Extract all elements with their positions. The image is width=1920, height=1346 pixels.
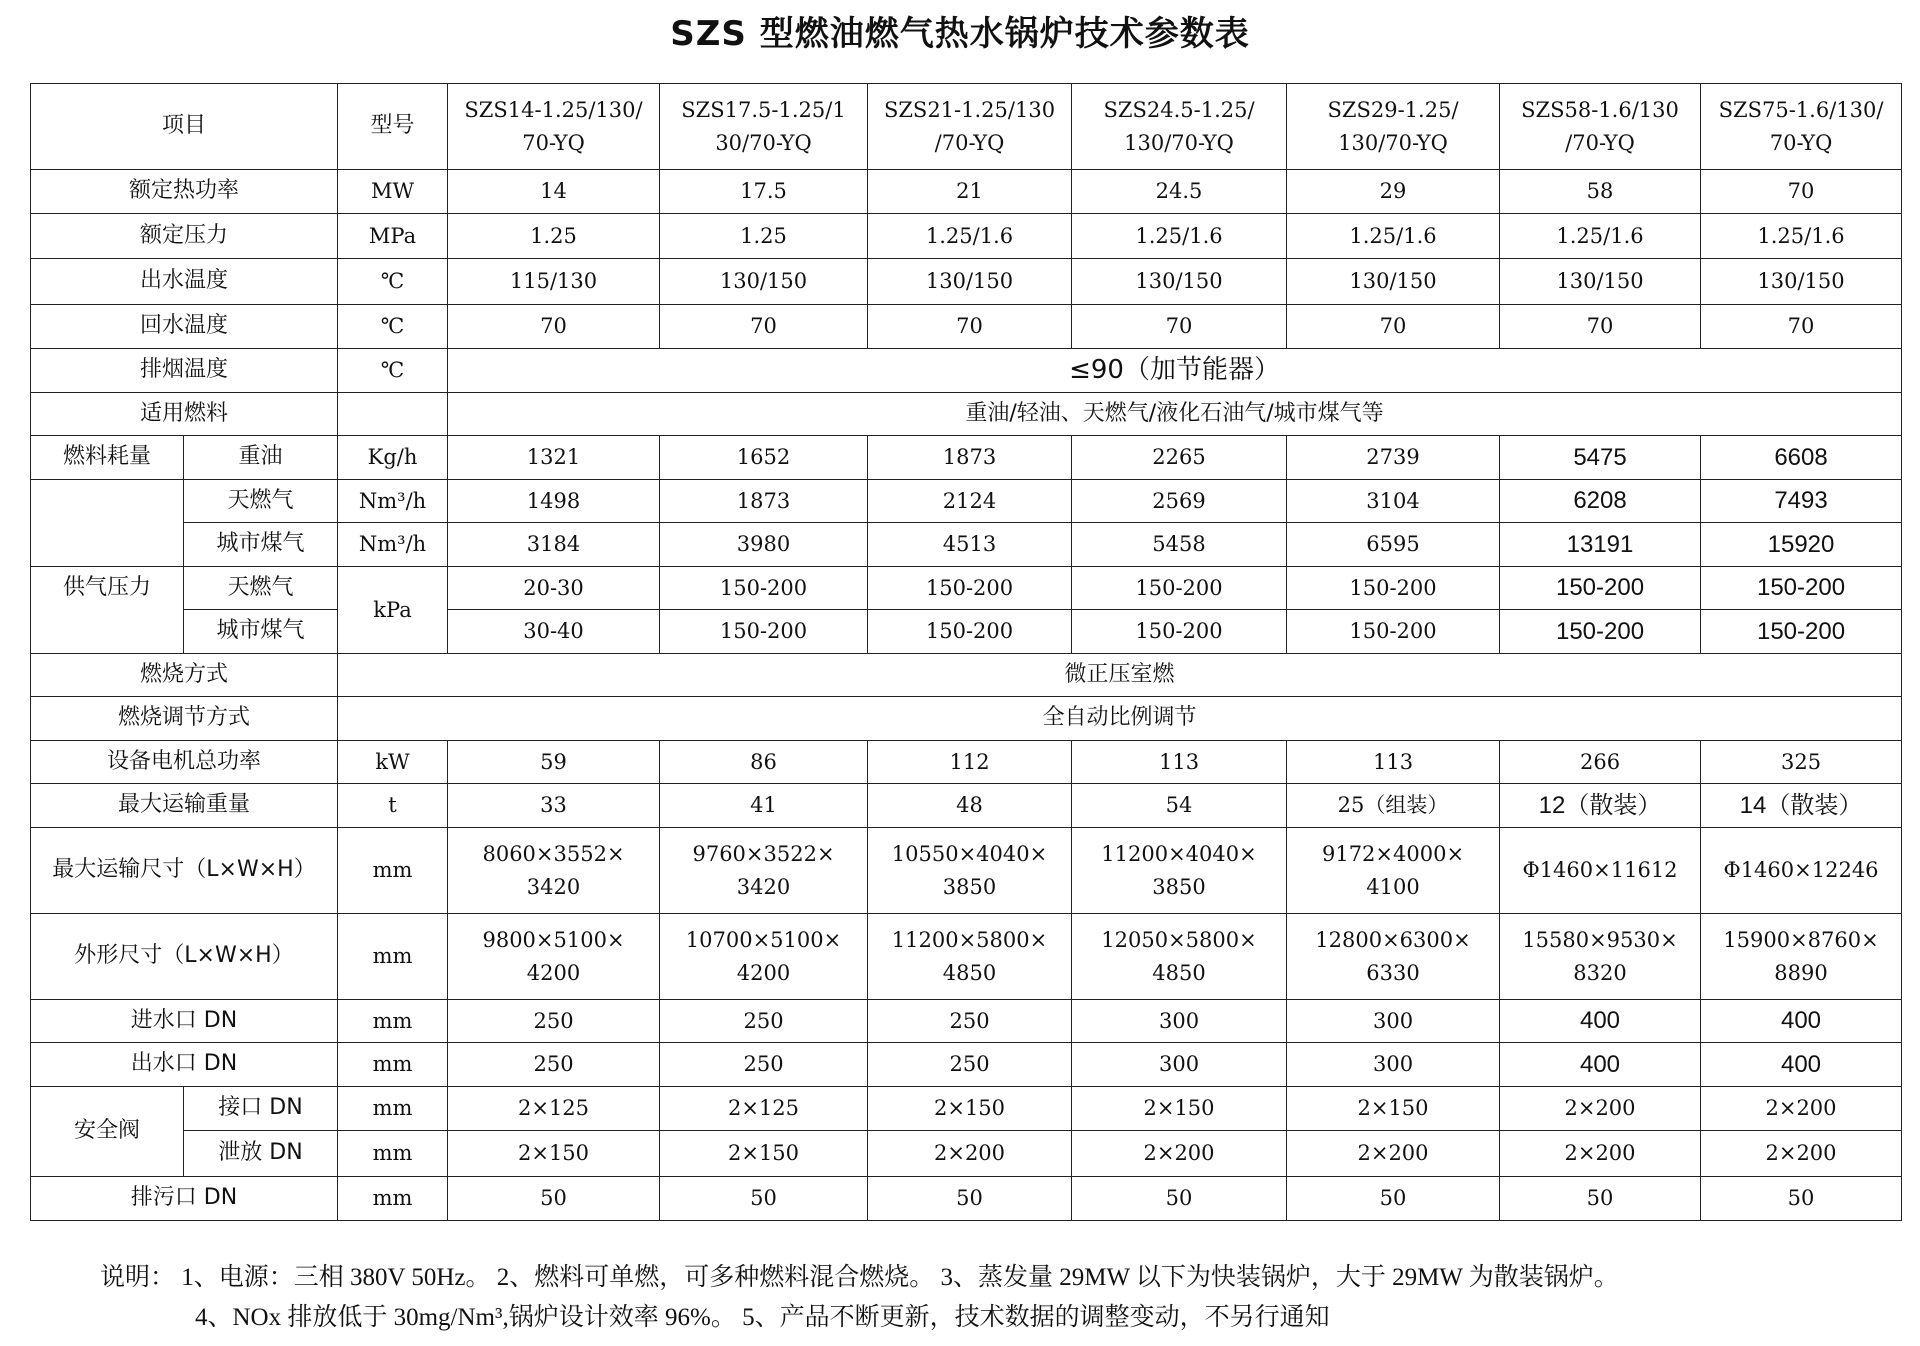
merged-value-cell: 全自动比例调节 (338, 697, 1902, 741)
value-cell: 70 (1701, 305, 1902, 349)
value-cell: 2×150 (1287, 1087, 1500, 1131)
row-unit: Nm³/h (338, 480, 448, 523)
value-cell: 2×200 (1072, 1131, 1287, 1177)
value-cell: 9800×5100× 4200 (448, 914, 660, 1000)
value-cell: 150-200 (1500, 610, 1701, 654)
value-cell: 70 (1072, 305, 1287, 349)
sub-label: 重油 (184, 436, 338, 480)
row-unit: ℃ (338, 305, 448, 349)
value-cell: 150-200 (868, 567, 1072, 610)
value-cell: 150-200 (1701, 610, 1902, 654)
value-cell: 50 (660, 1177, 868, 1221)
value-cell: 2×125 (660, 1087, 868, 1131)
value-cell: 70 (1287, 305, 1500, 349)
table-row (31, 654, 1902, 697)
value-cell: 86 (660, 741, 868, 784)
value-cell: 2×150 (448, 1131, 660, 1177)
value-cell: 115/130 (448, 259, 660, 305)
value-cell: 17.5 (660, 170, 868, 214)
value-cell: 150-200 (1287, 567, 1500, 610)
value-cell: 2×200 (1500, 1087, 1701, 1131)
merged-value-cell: 微正压室燃 (338, 654, 1902, 697)
value-cell: 150-200 (1500, 567, 1701, 610)
sub-label: 城市煤气 (184, 523, 338, 567)
value-cell: 250 (448, 1000, 660, 1043)
table-row (31, 523, 1902, 567)
table-row (31, 741, 1902, 784)
value-cell: 250 (660, 1043, 868, 1087)
value-cell: 10700×5100× 4200 (660, 914, 868, 1000)
row-label: 排烟温度 (31, 349, 338, 393)
document-title: SZS 型燃油燃气热水锅炉技术参数表 (670, 14, 1250, 54)
model-cell: SZS21-1.25/130 /70-YQ (868, 84, 1072, 170)
value-cell: 9760×3522× 3420 (660, 828, 868, 914)
value-cell: 2×150 (1072, 1087, 1287, 1131)
table-row (31, 480, 1902, 523)
row-unit: MW (338, 170, 448, 214)
row-label: 外形尺寸（L×W×H） (31, 914, 338, 1000)
value-cell: 3980 (660, 523, 868, 567)
value-cell: 1873 (660, 480, 868, 523)
model-cell: SZS75-1.6/130/ 70-YQ (1701, 84, 1902, 170)
sub-label: 天燃气 (184, 480, 338, 523)
row-label: 额定压力 (31, 214, 338, 259)
row-label: 适用燃料 (31, 393, 338, 436)
value-cell: 300 (1287, 1000, 1500, 1043)
table-row (31, 1131, 1902, 1177)
row-unit: MPa (338, 214, 448, 259)
value-cell: 1498 (448, 480, 660, 523)
notes (100, 1258, 1900, 1338)
value-cell: 150-200 (660, 610, 868, 654)
value-cell: 2×200 (1500, 1131, 1701, 1177)
value-cell: 70 (660, 305, 868, 349)
row-label: 进水口 DN (31, 1000, 338, 1043)
value-cell: 2×125 (448, 1087, 660, 1131)
notes-line-1: 说明： 1、电源：三相 380V 50Hz。 2、燃料可单燃，可多种燃料混合燃烧。 3、蒸发量 29MW 以下为快装锅炉，大于 29MW 为散装锅炉。 (100, 1264, 1619, 1291)
value-cell: 250 (868, 1000, 1072, 1043)
table-row (31, 828, 1902, 914)
value-cell: 6595 (1287, 523, 1500, 567)
value-cell: 300 (1287, 1043, 1500, 1087)
value-cell: 150-200 (1072, 610, 1287, 654)
value-cell: 400 (1500, 1000, 1701, 1043)
value-cell: 11200×4040× 3850 (1072, 828, 1287, 914)
value-cell: 1.25/1.6 (1072, 214, 1287, 259)
row-unit: mm (338, 828, 448, 914)
value-cell: 15920 (1701, 523, 1902, 567)
value-cell: 25（组装） (1287, 784, 1500, 828)
value-cell: 6208 (1500, 480, 1701, 523)
value-cell: 21 (868, 170, 1072, 214)
group-label: 燃料耗量 (31, 436, 184, 480)
value-cell: 300 (1072, 1000, 1287, 1043)
value-cell: 8060×3552× 3420 (448, 828, 660, 914)
group-label-empty (31, 610, 184, 654)
value-cell: 2×200 (1287, 1131, 1500, 1177)
row-label: 设备电机总功率 (31, 741, 338, 784)
value-cell: 15580×9530× 8320 (1500, 914, 1701, 1000)
value-cell: 12050×5800× 4850 (1072, 914, 1287, 1000)
value-cell: 130/150 (1287, 259, 1500, 305)
value-cell: 50 (1287, 1177, 1500, 1221)
sub-label: 泄放 DN (184, 1131, 338, 1177)
value-cell: 2×200 (1701, 1087, 1902, 1131)
sub-label: 天燃气 (184, 567, 338, 610)
value-cell: 70 (1701, 170, 1902, 214)
value-cell: 1.25/1.6 (1500, 214, 1701, 259)
value-cell: 250 (448, 1043, 660, 1087)
value-cell: 50 (448, 1177, 660, 1221)
value-cell: 13191 (1500, 523, 1701, 567)
value-cell: 5475 (1500, 436, 1701, 480)
table-row (31, 436, 1902, 480)
row-unit: Kg/h (338, 436, 448, 480)
value-cell: 14 (448, 170, 660, 214)
value-cell: 130/150 (868, 259, 1072, 305)
table-row (31, 214, 1902, 259)
value-cell: 50 (868, 1177, 1072, 1221)
table-row (31, 170, 1902, 214)
value-cell: 5458 (1072, 523, 1287, 567)
value-cell: 325 (1701, 741, 1902, 784)
notes-line-2: 4、NOx 排放低于 30mg/Nm³,锅炉设计效率 96%。 5、产品不断更新，技术数据的调整变动，不另行通知 (195, 1304, 1330, 1331)
value-cell: 58 (1500, 170, 1701, 214)
row-unit-empty (338, 393, 448, 436)
model-cell: SZS29-1.25/ 130/70-YQ (1287, 84, 1500, 170)
row-unit: t (338, 784, 448, 828)
value-cell: 2×150 (660, 1131, 868, 1177)
value-cell: 1.25 (660, 214, 868, 259)
value-cell: 2×150 (868, 1087, 1072, 1131)
header-item: 项目 (31, 84, 338, 170)
row-label: 回水温度 (31, 305, 338, 349)
value-cell: 113 (1072, 741, 1287, 784)
table-row (31, 914, 1902, 1000)
value-cell: Φ1460×11612 (1500, 828, 1701, 914)
model-cell: SZS17.5-1.25/1 30/70-YQ (660, 84, 868, 170)
table-row (31, 1000, 1902, 1043)
value-cell: 50 (1500, 1177, 1701, 1221)
value-cell: 400 (1500, 1043, 1701, 1087)
value-cell: 2265 (1072, 436, 1287, 480)
group-label-empty (31, 480, 184, 523)
table-row (31, 1177, 1902, 1221)
value-cell: 1652 (660, 436, 868, 480)
row-unit: mm (338, 1131, 448, 1177)
header-model: 型号 (338, 84, 448, 170)
value-cell: 7493 (1701, 480, 1902, 523)
value-cell: 70 (868, 305, 1072, 349)
value-cell: 6608 (1701, 436, 1902, 480)
value-cell: 70 (448, 305, 660, 349)
value-cell: 2739 (1287, 436, 1500, 480)
value-cell: 150-200 (660, 567, 868, 610)
value-cell: 3184 (448, 523, 660, 567)
value-cell: Φ1460×12246 (1701, 828, 1902, 914)
value-cell: 266 (1500, 741, 1701, 784)
value-cell: 12（散装） (1500, 784, 1701, 828)
row-unit: mm (338, 1087, 448, 1131)
row-unit: Nm³/h (338, 523, 448, 567)
value-cell: 14（散装） (1701, 784, 1902, 828)
value-cell: 24.5 (1072, 170, 1287, 214)
value-cell: 12800×6300× 6330 (1287, 914, 1500, 1000)
model-cell: SZS14-1.25/130/ 70-YQ (448, 84, 660, 170)
value-cell: 10550×4040× 3850 (868, 828, 1072, 914)
table-row (31, 567, 1902, 610)
value-cell: 59 (448, 741, 660, 784)
value-cell: 1873 (868, 436, 1072, 480)
value-cell: 70 (1500, 305, 1701, 349)
value-cell: 130/150 (1072, 259, 1287, 305)
value-cell: 250 (868, 1043, 1072, 1087)
value-cell: 150-200 (868, 610, 1072, 654)
row-label: 额定热功率 (31, 170, 338, 214)
sub-label: 城市煤气 (184, 610, 338, 654)
value-cell: 2×200 (1701, 1131, 1902, 1177)
value-cell: 4513 (868, 523, 1072, 567)
value-cell: 29 (1287, 170, 1500, 214)
row-label: 燃烧调节方式 (31, 697, 338, 741)
table-row (31, 1087, 1902, 1131)
value-cell: 50 (1701, 1177, 1902, 1221)
row-unit: mm (338, 1043, 448, 1087)
value-cell: 1.25 (448, 214, 660, 259)
value-cell: 9172×4000× 4100 (1287, 828, 1500, 914)
row-unit: kW (338, 741, 448, 784)
value-cell: 2569 (1072, 480, 1287, 523)
value-cell: 130/150 (1701, 259, 1902, 305)
row-unit: mm (338, 914, 448, 1000)
merged-value-cell: 重油/轻油、天燃气/液化石油气/城市煤气等 (448, 393, 1902, 436)
value-cell: 54 (1072, 784, 1287, 828)
value-cell: 33 (448, 784, 660, 828)
row-unit: ℃ (338, 259, 448, 305)
group-label: 安全阀 (31, 1087, 184, 1177)
spec-table (30, 83, 1902, 1221)
table-row (31, 1043, 1902, 1087)
value-cell: 15900×8760× 8890 (1701, 914, 1902, 1000)
value-cell: 50 (1072, 1177, 1287, 1221)
value-cell: 1.25/1.6 (868, 214, 1072, 259)
value-cell: 2×200 (868, 1131, 1072, 1177)
value-cell: 400 (1701, 1000, 1902, 1043)
sub-label: 接口 DN (184, 1087, 338, 1131)
header-row (31, 84, 1902, 170)
value-cell: 130/150 (1500, 259, 1701, 305)
table-row (31, 784, 1902, 828)
value-cell: 300 (1072, 1043, 1287, 1087)
table-row (31, 349, 1902, 393)
row-label: 排污口 DN (31, 1177, 338, 1221)
row-label: 最大运输重量 (31, 784, 338, 828)
row-unit: ℃ (338, 349, 448, 393)
value-cell: 11200×5800× 4850 (868, 914, 1072, 1000)
value-cell: 1321 (448, 436, 660, 480)
model-cell: SZS58-1.6/130 /70-YQ (1500, 84, 1701, 170)
value-cell: 250 (660, 1000, 868, 1043)
table-row (31, 697, 1902, 741)
row-unit: kPa (338, 567, 448, 654)
table-row (31, 393, 1902, 436)
row-label: 最大运输尺寸（L×W×H） (31, 828, 338, 914)
table-row (31, 305, 1902, 349)
row-label: 出水口 DN (31, 1043, 338, 1087)
value-cell: 150-200 (1072, 567, 1287, 610)
value-cell: 113 (1287, 741, 1500, 784)
group-label: 供气压力 (31, 567, 184, 610)
value-cell: 150-200 (1287, 610, 1500, 654)
value-cell: 2124 (868, 480, 1072, 523)
table-row (31, 610, 1902, 654)
model-cell: SZS24.5-1.25/ 130/70-YQ (1072, 84, 1287, 170)
value-cell: 3104 (1287, 480, 1500, 523)
value-cell: 30-40 (448, 610, 660, 654)
group-label-empty (31, 523, 184, 567)
table-row (31, 259, 1902, 305)
row-unit: mm (338, 1000, 448, 1043)
value-cell: 1.25/1.6 (1287, 214, 1500, 259)
value-cell: 150-200 (1701, 567, 1902, 610)
value-cell: 130/150 (660, 259, 868, 305)
value-cell: 20-30 (448, 567, 660, 610)
row-label: 出水温度 (31, 259, 338, 305)
value-cell: 1.25/1.6 (1701, 214, 1902, 259)
row-unit: mm (338, 1177, 448, 1221)
row-label: 燃烧方式 (31, 654, 338, 697)
value-cell: 112 (868, 741, 1072, 784)
value-cell: 400 (1701, 1043, 1902, 1087)
merged-value-cell: ≤90（加节能器） (448, 349, 1902, 393)
value-cell: 41 (660, 784, 868, 828)
value-cell: 48 (868, 784, 1072, 828)
